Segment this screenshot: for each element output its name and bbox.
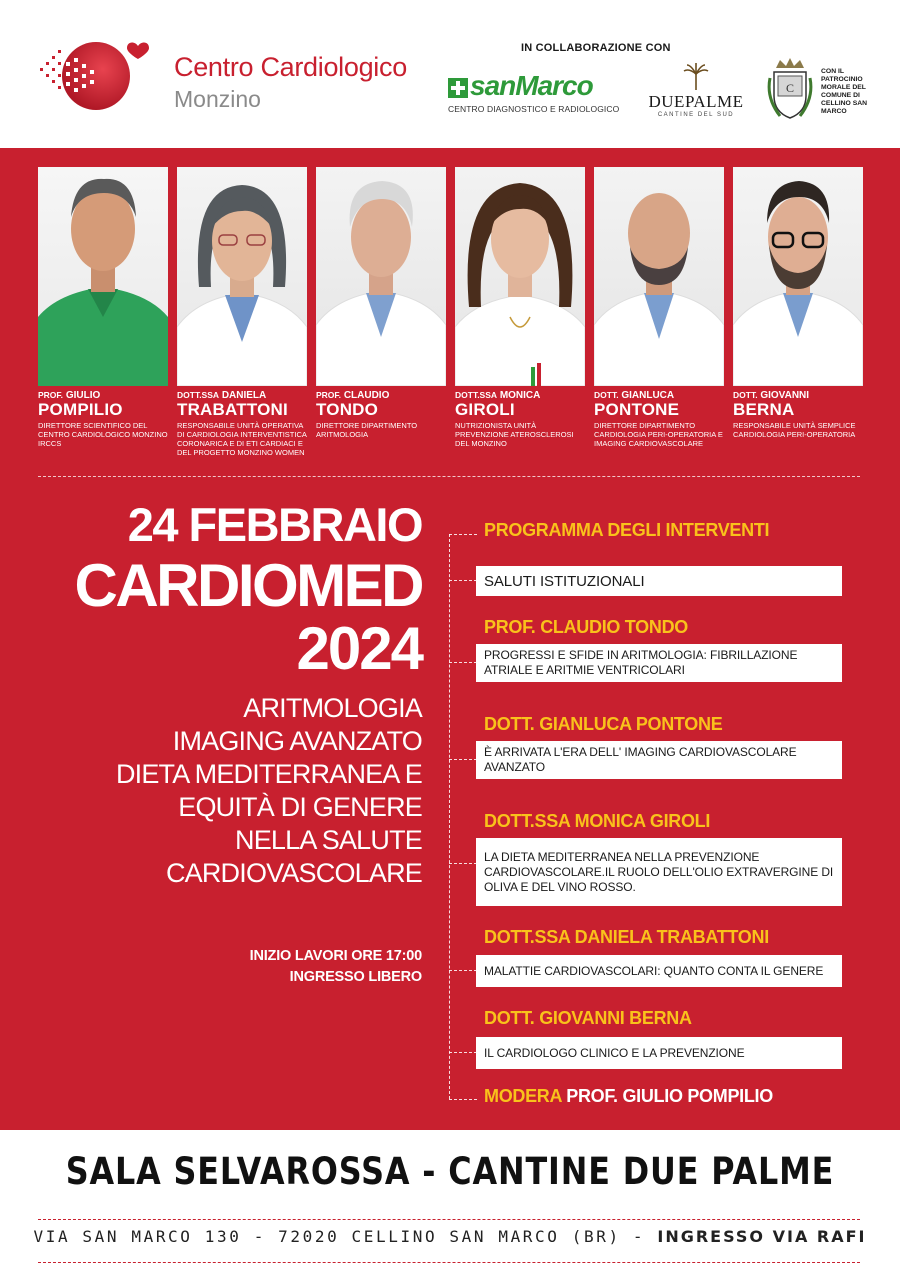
talk-speaker: DOTT.SSA MONICA GIROLI [484, 811, 711, 831]
duepalme-logo [642, 62, 750, 122]
address-entrance: INGRESSO VIA RAFI [657, 1227, 867, 1246]
speaker-photo [177, 167, 307, 386]
talk-speaker: PROF. CLAUDIO TONDO [484, 617, 688, 637]
connector [449, 662, 477, 663]
talk-speaker: DOTT.SSA DANIELA TRABATTONI [484, 927, 769, 947]
duepalme-name: DUEPALME [648, 92, 744, 111]
speaker-title: PROF. [316, 390, 342, 400]
duepalme-subtitle: CANTINE DEL SUD [657, 112, 735, 118]
divider [38, 1219, 860, 1220]
topic-line: ARITMOLOGIA [243, 693, 422, 723]
moderator-line [484, 1086, 773, 1107]
venue-name: SALA SELVAROSSA - CANTINE DUE PALME [65, 1150, 835, 1193]
topic-line: DIETA MEDITERRANEA E [115, 759, 422, 789]
talk-speaker: DOTT. GIANLUCA PONTONE [484, 714, 723, 734]
connector [449, 1099, 477, 1100]
event-date: 24 FEBBRAIO [127, 498, 422, 551]
sanmarco-name: sanMarco [470, 70, 593, 101]
speaker-firstname: DANIELA [221, 390, 267, 401]
speaker-card [594, 167, 724, 448]
speaker-card [316, 167, 446, 439]
moderator-label: MODERA [484, 1086, 562, 1106]
speaker-role: NUTRIZIONISTA UNITÀ PREVENZIONE ATEROSCLEROSI DEL MONZINO [455, 421, 574, 448]
connector [449, 580, 477, 581]
topic-line: IMAGING AVANZATO [172, 726, 422, 756]
speaker-surname: BERNA [733, 400, 795, 419]
program-connector-line [449, 534, 450, 1099]
municipal-crest-icon [766, 58, 814, 124]
talk-title: PROGRESSI E SFIDE IN ARITMOLOGIA: FIBRILLAZIONE ATRIALE E ARITMIE VENTRICOLARI [476, 644, 842, 682]
moderator-name: PROF. GIULIO POMPILIO [566, 1086, 773, 1106]
divider [38, 1262, 860, 1263]
brand-subname: Monzino [174, 86, 261, 112]
brand-name: Centro Cardiologico [174, 52, 407, 82]
program-opening: SALUTI ISTITUZIONALI [476, 566, 842, 596]
collaboration-label: IN COLLABORAZIONE CON [521, 42, 671, 54]
talk-speaker: DOTT. GIOVANNI BERNA [484, 1008, 692, 1028]
event-name: CARDIOMED [74, 552, 422, 619]
divider [38, 476, 860, 477]
speaker-title: PROF. [38, 390, 64, 400]
connector [449, 759, 477, 760]
topic-line: CARDIOVASCOLARE [165, 858, 422, 888]
speaker-firstname: GIANLUCA [621, 390, 675, 401]
address-text: VIA SAN MARCO 130 - 72020 CELLINO SAN MARCO (BR) - [33, 1227, 658, 1246]
speaker-role: DIRETTORE SCIENTIFICO DEL CENTRO CARDIOLOGICO MONZINO IRCCS [38, 421, 168, 448]
header [0, 0, 900, 148]
speaker-role: RESPONSABILE UNITÀ OPERATIVA DI CARDIOLOGIA INTERVENTISTICA CORONARICA E DI ETI CARDIACI E DEL PROGETTO MONZINO WOMEN [177, 421, 307, 457]
speaker-card [38, 167, 168, 448]
connector [449, 863, 477, 864]
sanmarco-subtitle: CENTRO DIAGNOSTICO E RADIOLOGICO [448, 104, 620, 114]
speaker-photo [594, 167, 724, 386]
talk-title: È ARRIVATA L'ERA DELL' IMAGING CARDIOVASCOLARE AVANZATO [476, 741, 842, 779]
speaker-title: DOTT. [594, 390, 619, 400]
talk-title: MALATTIE CARDIOVASCOLARI: QUANTO CONTA IL GENERE [476, 955, 842, 987]
speaker-surname: POMPILIO [38, 400, 123, 419]
entry-info: INGRESSO LIBERO [289, 969, 422, 985]
event-topics [60, 692, 422, 890]
speaker-firstname: CLAUDIO [343, 390, 390, 401]
venue-address [0, 1227, 900, 1246]
footer [0, 1130, 900, 1286]
speaker-surname: GIROLI [455, 400, 515, 419]
connector [449, 970, 477, 971]
heart-logo-icon [38, 38, 158, 118]
speaker-title: DOTT. [733, 390, 758, 400]
connector [449, 1052, 477, 1053]
speaker-photo [455, 167, 585, 386]
program-heading: PROGRAMMA DEGLI INTERVENTI [484, 520, 770, 540]
speaker-photo [316, 167, 446, 386]
start-time: INIZIO LAVORI ORE 17:00 [249, 948, 422, 964]
speaker-card [733, 167, 863, 439]
topic-line: EQUITÀ DI GENERE [178, 792, 422, 822]
talk-title: LA DIETA MEDITERRANEA NELLA PREVENZIONE CARDIOVASCOLARE.IL RUOLO DELL'OLIO EXTRAVERGINE DI OLIVA E DEL VINO ROSSO. [476, 838, 842, 906]
speaker-role: RESPONSABILE UNITÀ SEMPLICE CARDIOLOGIA PERI-OPERATORIA [733, 421, 856, 439]
patronage-text: CON IL PATROCINIO MORALE DEL COMUNE DI CELLINO SAN MARCO [821, 68, 868, 115]
speaker-surname: PONTONE [594, 400, 680, 419]
speaker-role: DIRETTORE DIPARTIMENTO ARITMOLOGIA [316, 421, 418, 439]
speaker-role: DIRETTORE DIPARTIMENTO CARDIOLOGIA PERI-OPERATORIA E IMAGING CARDIOVASCOLARE [594, 421, 723, 448]
palm-tree-icon [681, 62, 711, 92]
event-year: 2024 [296, 615, 422, 682]
speaker-photo [733, 167, 863, 386]
svg-text:C: C [785, 81, 795, 95]
medical-cross-icon [448, 78, 468, 98]
sanmarco-logo [448, 70, 623, 116]
talk-title: IL CARDIOLOGO CLINICO E LA PREVENZIONE [476, 1037, 842, 1069]
speaker-surname: TONDO [316, 400, 379, 419]
topic-line: NELLA SALUTE [235, 825, 422, 855]
speaker-card [177, 167, 307, 457]
speaker-surname: TRABATTONI [177, 400, 288, 419]
speaker-title: DOTT.SSA [177, 390, 220, 400]
speaker-firstname: MONICA [499, 390, 541, 401]
speaker-firstname: GIOVANNI [760, 390, 810, 401]
speaker-firstname: GIULIO [65, 390, 101, 401]
speaker-title: DOTT.SSA [455, 390, 498, 400]
connector [449, 534, 477, 535]
main-panel [0, 148, 900, 1130]
speaker-photo [38, 167, 168, 386]
speaker-card [455, 167, 585, 448]
